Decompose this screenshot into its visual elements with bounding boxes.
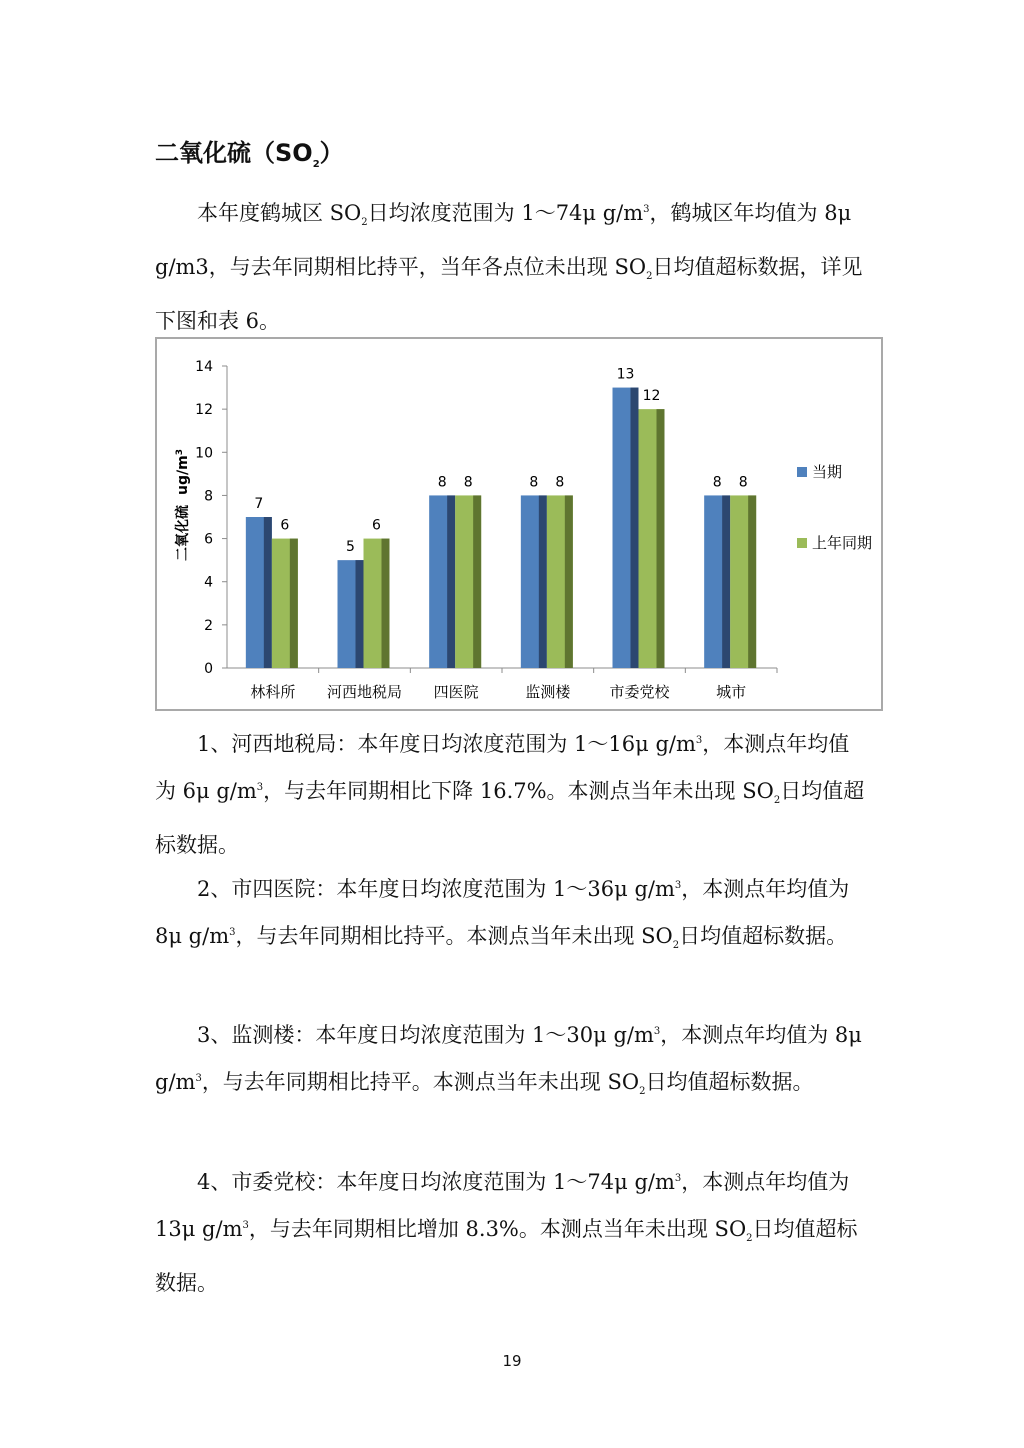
data-label-current: 8 xyxy=(437,474,447,491)
bar-previous-shade xyxy=(382,539,390,668)
x-tick-label: 监测楼 xyxy=(525,683,571,701)
item-2-text-2: ，本测点年均值为 8μ g/m xyxy=(155,877,850,948)
so2-bar-chart xyxy=(155,337,883,711)
y-axis-label-unit-sup: 3 xyxy=(175,449,185,456)
data-label-current: 7 xyxy=(254,496,264,512)
bar-current-shade xyxy=(631,388,639,668)
item-3-text-4: 日均值超标数据。 xyxy=(645,1070,814,1094)
item-2-text-1: 2、市四医院：本年度日均浓度范围为 1～36μ g/m xyxy=(197,877,675,901)
data-label-previous: 8 xyxy=(555,474,565,491)
item-4-sup-2: 3 xyxy=(242,1220,249,1231)
item-3-text-3: ，与去年同期相比持平。本测点当年未出现 SO xyxy=(201,1070,640,1094)
x-tick-label: 四医院 xyxy=(433,683,479,701)
y-tick-label: 2 xyxy=(204,617,213,634)
item-3-sub-1: 2 xyxy=(639,1086,646,1098)
item-4-sup-1: 3 xyxy=(674,1173,682,1184)
item-3-text-1: 3、监测楼：本年度日均浓度范围为 1～30μ g/m xyxy=(197,1023,654,1047)
item-1-sub-1: 2 xyxy=(773,795,781,807)
heading-close: ） xyxy=(319,139,344,167)
intro-text-3: ，鹤城区年均值为 8μ g/m3，与去年同期相比持平，当年各点位未出现 SO xyxy=(155,201,852,280)
data-label-previous: 8 xyxy=(463,474,473,491)
intro-sup-1: 3 xyxy=(643,204,650,215)
item-2-sup-1: 3 xyxy=(674,880,682,891)
x-tick-label: 城市 xyxy=(716,683,747,701)
data-label-previous: 8 xyxy=(738,474,748,491)
data-label-current: 8 xyxy=(529,474,539,491)
data-label-current: 13 xyxy=(616,366,635,383)
item-4-text-4: 日均值超标数据。 xyxy=(155,1217,858,1296)
item-2-text-4: 日均值超标数据。 xyxy=(679,924,848,948)
bar-previous-shade xyxy=(473,495,481,668)
intro-sub-1: 2 xyxy=(361,217,368,229)
bar-previous-shade xyxy=(565,495,573,668)
item-paragraph-4 xyxy=(155,1157,867,1305)
legend-swatch-current xyxy=(797,467,807,477)
data-label-current: 5 xyxy=(346,539,355,556)
legend-swatch-previous xyxy=(797,538,807,548)
item-4-text-1: 4、市委党校：本年度日均浓度范围为 1～74μ g/m xyxy=(197,1170,675,1194)
data-label-previous: 6 xyxy=(372,517,381,534)
item-1-text-4: 日均值超标数据。 xyxy=(155,779,865,858)
bar-current-shade xyxy=(356,560,364,668)
legend-label-previous: 上年同期 xyxy=(812,534,873,552)
bar-previous-shade xyxy=(748,495,756,668)
y-axis-label xyxy=(174,449,191,561)
item-4-text-3: ，与去年同期相比增加 8.3%。本测点当年未出现 SO xyxy=(248,1217,747,1241)
y-axis-label-text: 二氧化硫 xyxy=(175,504,191,561)
legend-label-current: 当期 xyxy=(812,463,843,481)
intro-text-2: 日均浓度范围为 1～74μ g/m xyxy=(367,201,644,225)
section-heading xyxy=(155,133,344,170)
item-4-text-2: ，本测点年均值为 13μ g/m xyxy=(155,1170,850,1241)
item-paragraph-1 xyxy=(155,719,867,867)
x-tick-label: 林科所 xyxy=(250,683,296,701)
item-3-sup-1: 3 xyxy=(653,1026,661,1037)
intro-paragraph xyxy=(155,188,867,343)
bar-current-shade xyxy=(264,517,272,668)
data-label-previous: 6 xyxy=(280,517,290,534)
item-1-sup-1: 3 xyxy=(695,735,703,746)
bar-previous-shade xyxy=(657,409,665,668)
y-tick-label: 8 xyxy=(204,488,213,505)
y-tick-label: 4 xyxy=(204,574,213,591)
y-tick-label: 14 xyxy=(195,359,213,375)
data-label-current: 8 xyxy=(712,474,722,491)
y-tick-label: 10 xyxy=(195,445,213,462)
intro-text-1: 本年度鹤城区 SO xyxy=(197,201,362,225)
page-number: 19 xyxy=(502,1352,522,1370)
y-tick-label: 0 xyxy=(204,661,213,677)
item-1-text-2: ，本测点年均值为 6μ g/m xyxy=(155,732,850,803)
heading-text: 二氧化硫（SO xyxy=(155,139,313,167)
bar-current-shade xyxy=(722,495,730,668)
y-tick-label: 6 xyxy=(204,531,213,548)
item-paragraph-2 xyxy=(155,864,867,968)
item-2-sub-1: 2 xyxy=(672,940,680,952)
y-tick-label: 12 xyxy=(195,402,213,419)
item-1-text-1: 1、河西地税局：本年度日均浓度范围为 1～16μ g/m xyxy=(197,732,696,756)
item-1-sup-2: 3 xyxy=(256,782,264,793)
bar-current-shade xyxy=(447,495,455,668)
item-paragraph-3 xyxy=(155,1010,867,1114)
item-3-sup-2: 3 xyxy=(195,1073,202,1084)
chart-canvas xyxy=(157,339,881,709)
intro-sub-2: 2 xyxy=(646,271,653,283)
heading-subscript: 2 xyxy=(312,158,320,170)
item-1-text-3: ，与去年同期相比下降 16.7%。本测点当年未出现 SO xyxy=(263,779,774,803)
bar-previous-shade xyxy=(290,539,298,668)
bar-current-shade xyxy=(539,495,547,668)
x-tick-label: 河西地税局 xyxy=(326,683,403,701)
intro-text-4: 日均值超标数据，详见下图和表 6。 xyxy=(155,255,863,334)
x-tick-label: 市委党校 xyxy=(609,683,670,701)
data-label-previous: 12 xyxy=(642,388,661,405)
item-2-text-3: ，与去年同期相比持平。本测点当年未出现 SO xyxy=(235,924,673,948)
item-2-sup-2: 3 xyxy=(229,927,236,938)
item-4-sub-1: 2 xyxy=(746,1233,753,1245)
item-3-text-2: ，本测点年均值为 8μ g/m xyxy=(155,1023,862,1094)
y-axis-label-unit: ug/m xyxy=(175,455,191,495)
